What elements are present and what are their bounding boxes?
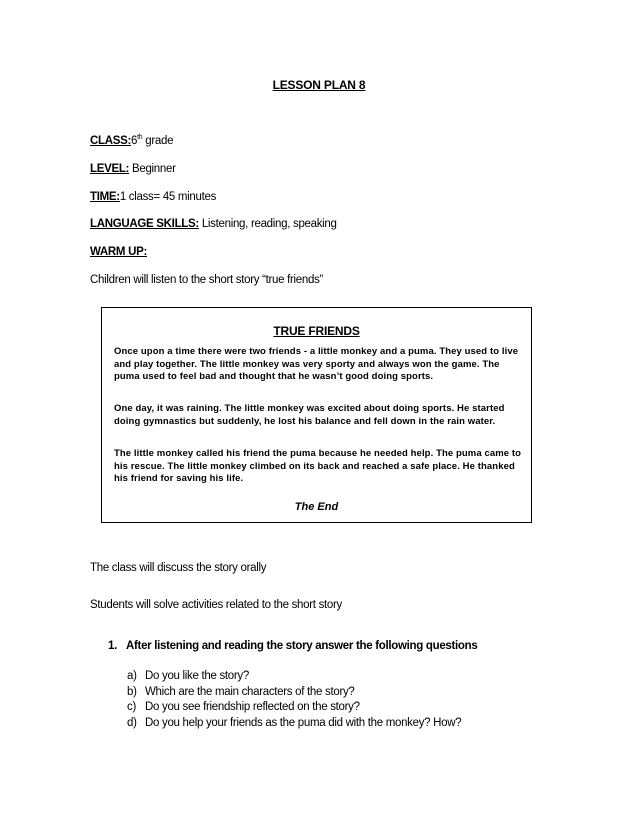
list-item-text: Do you help your friends as the puma did with the monkey? How? bbox=[145, 716, 462, 729]
page-title: LESSON PLAN 8 bbox=[272, 78, 366, 92]
skills-value: Listening, reading, speaking bbox=[198, 218, 337, 230]
skills-label: LANGUAGE SKILLS: bbox=[90, 218, 199, 230]
story-end: The End bbox=[294, 501, 339, 513]
list-item bbox=[127, 717, 461, 733]
class-value: 6 bbox=[131, 135, 138, 147]
intro-text: Children will listen to the short story “true friends” bbox=[90, 274, 324, 286]
activities-text: Students will solve activities related to the short story bbox=[90, 599, 342, 611]
question-list bbox=[127, 670, 461, 732]
list-item-text: Which are the main characters of the story? bbox=[145, 685, 355, 698]
list-marker: b) bbox=[127, 685, 137, 698]
level-value: Beginner bbox=[129, 163, 176, 175]
warmup-field bbox=[90, 246, 147, 258]
story-paragraph: Once upon a time there were two friends - a little monkey and a puma. They used to live and play together. The little monkey was very sporty and always won the game. The puma used to feel bad and thought that he wasn’t good doing sports. bbox=[114, 346, 519, 382]
list-item bbox=[127, 701, 461, 717]
time-value: 1 class= 45 minutes bbox=[119, 191, 217, 203]
list-item bbox=[127, 670, 461, 686]
list-marker: a) bbox=[127, 670, 137, 682]
list-item-text: Do you see friendship reflected on the story? bbox=[145, 701, 360, 713]
story-title: TRUE FRIENDS bbox=[273, 324, 360, 338]
question-heading bbox=[108, 640, 477, 652]
story-paragraph: One day, it was raining. The little monkey was excited about doing sports. He started doing gymnastics but suddenly, he lost his balance and fell down in the rain water. bbox=[114, 403, 505, 427]
question-number: 1. bbox=[108, 640, 117, 652]
discussion-text: The class will discuss the story orally bbox=[90, 562, 267, 574]
list-marker: c) bbox=[127, 701, 136, 713]
skills-field bbox=[90, 218, 337, 230]
class-superscript: th bbox=[137, 134, 143, 142]
level-field bbox=[90, 163, 176, 175]
list-item bbox=[127, 686, 461, 702]
time-label: TIME: bbox=[90, 191, 120, 203]
question-text: After listening and reading the story answer the following questions bbox=[126, 640, 478, 652]
list-marker: d) bbox=[127, 716, 137, 729]
class-label: CLASS: bbox=[90, 135, 132, 147]
story-paragraph: The little monkey called his friend the puma because he needed help. The puma came to his rescue. The little monkey climbed on its back and reached a safe place. He thanked his friend for saving his life. bbox=[114, 448, 522, 484]
level-label: LEVEL: bbox=[90, 163, 130, 175]
story-box bbox=[101, 307, 532, 523]
class-field bbox=[90, 135, 173, 147]
class-suffix: grade bbox=[142, 135, 174, 147]
time-field bbox=[90, 191, 216, 203]
list-item-text: Do you like the story? bbox=[145, 670, 249, 682]
warmup-label: WARM UP: bbox=[90, 246, 148, 258]
